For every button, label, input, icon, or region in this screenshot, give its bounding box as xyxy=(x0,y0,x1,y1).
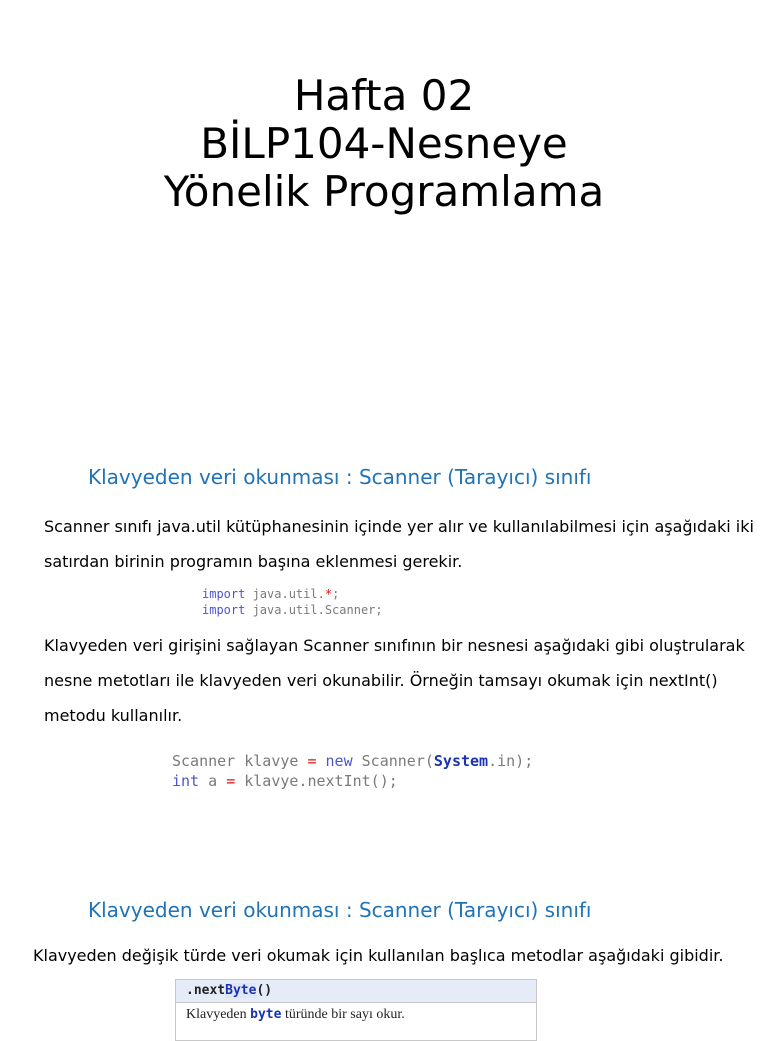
paragraph-scanner-import xyxy=(44,509,754,579)
desc-type: byte xyxy=(250,1007,282,1022)
paragraph-line: Scanner sınıfı java.util kütüphanesinin içinde yer alır ve kullanılabilmesi için aşağıdaki iki xyxy=(44,517,754,536)
code-class-system: System xyxy=(433,752,489,770)
paragraph-line: Klavyeden veri girişini sağlayan Scanner sınıfının bir nesnesi aşağıdaki gibi oluştrularak xyxy=(44,636,745,655)
code-keyword: import xyxy=(202,587,246,601)
method-prefix: .next xyxy=(186,983,226,998)
code-text: klavye.nextInt(); xyxy=(235,772,398,790)
code-text: java.util. xyxy=(245,587,325,601)
desc-text: Klavyeden xyxy=(186,1007,251,1022)
paragraph-line: metodu kullanılır. xyxy=(44,706,183,725)
code-text: Scanner( xyxy=(352,752,434,770)
method-name-highlight: Byte xyxy=(225,983,257,998)
code-text: .in); xyxy=(488,752,534,770)
code-text: Scanner klavye xyxy=(172,752,308,770)
code-star: * xyxy=(324,587,333,601)
title-line-course-name: Yönelik Programlama xyxy=(163,167,605,216)
title-line-course-code: BİLP104-Nesneye xyxy=(200,119,568,168)
code-space xyxy=(317,752,326,770)
code-keyword: int xyxy=(172,772,200,790)
paragraph-line: Klavyeden değişik türde veri okumak için kullanılan başlıca metodlar aşağıdaki gibidir. xyxy=(33,946,724,965)
method-signature xyxy=(176,980,536,1003)
code-text: java.util.Scanner; xyxy=(245,603,383,617)
method-description xyxy=(176,1003,536,1027)
import-code-block xyxy=(202,586,383,618)
code-operator: = xyxy=(307,752,317,770)
section-heading-scanner: Klavyeden veri okunması : Scanner (Tarayıcı) sınıfı xyxy=(88,465,592,489)
paragraph-line: satırdan birinin programın başına eklenmesi gerekir. xyxy=(44,552,463,571)
code-text: ; xyxy=(332,587,340,601)
code-text: a xyxy=(199,772,227,790)
method-suffix: () xyxy=(256,983,273,998)
paragraph-line: nesne metotları ile klavyeden veri okunabilir. Örneğin tamsayı okumak için nextInt() xyxy=(44,671,718,690)
scanner-code-block xyxy=(172,751,533,791)
paragraph-scanner-object xyxy=(44,628,745,733)
code-keyword: import xyxy=(202,603,246,617)
code-keyword: new xyxy=(325,752,353,770)
desc-text: türünde bir sayı okur. xyxy=(281,1007,405,1022)
section-heading-scanner-methods: Klavyeden veri okunması : Scanner (Tarayıcı) sınıfı xyxy=(88,898,592,922)
method-table xyxy=(175,979,537,1041)
code-operator: = xyxy=(226,772,236,790)
paragraph-methods-intro xyxy=(33,939,723,973)
title-line-week: Hafta 02 xyxy=(293,71,475,120)
slide-title xyxy=(0,72,768,216)
